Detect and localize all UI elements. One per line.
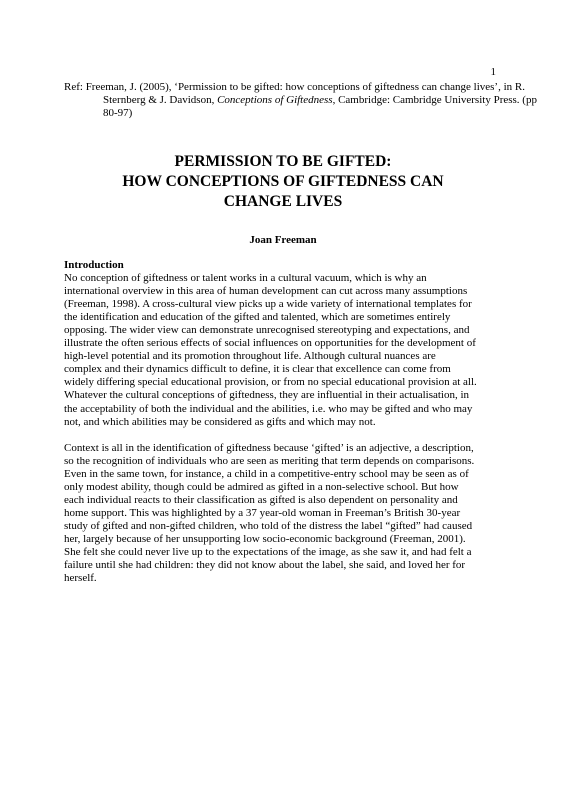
paragraph-gap — [64, 429, 509, 442]
text-line: complex and their dynamics difficult to define, it is clear that excellence can come from — [64, 363, 451, 376]
reference-prefix: Ref: Freeman, J. (2005), ‘Permission to be gifted: how conceptions of giftedness can change lives’, in R. Sternberg & J. Davidson, — [64, 81, 525, 106]
text-line: Whatever the cultural conceptions of giftedness, they are influential in their actualisation, in — [64, 389, 470, 402]
page-number: 1 — [490, 66, 496, 78]
text-line: No conception of giftedness or talent works in a cultural vacuum, which is why an — [64, 272, 427, 285]
paragraph-introduction — [64, 272, 509, 429]
text-line: each individual reacts to their classification as gifted is also dependent on personality and — [64, 493, 458, 506]
text-line: Context is all in the identification of giftedness because ‘gifted’ is an adjective, a description, — [64, 441, 474, 454]
reference-book-title: Conceptions of Giftedness — [217, 94, 333, 106]
text-line: herself. — [64, 572, 97, 585]
text-line: not, and which abilities may be considered as gifts and which may not. — [64, 415, 376, 428]
text-line: the acceptability of both the individual and the abilities, i.e. who may be gifted and who may — [64, 402, 473, 415]
text-line: only modest ability, though could be admired as gifted in a non-selective school. But how — [64, 480, 459, 493]
reference-citation — [64, 81, 543, 120]
text-line: She felt she could never live up to the expectations of the image, as she saw it, and had felt a — [64, 545, 472, 558]
paragraph-context — [64, 442, 509, 586]
reference-suffix: , Cambridge: Cambridge University Press. (pp 80-97) — [103, 94, 537, 119]
text-line: widely differing special educational provision, or from no special educational provision at all. — [64, 376, 477, 389]
text-line: illustrate the often serious effects of social influences on opportunities for the development of — [64, 337, 476, 350]
author-name: Joan Freeman — [249, 234, 317, 246]
title-line: CHANGE LIVES — [223, 193, 343, 210]
text-line: home support. This was highlighted by a 37 year-old woman in Freeman’s British 30-year — [64, 506, 461, 519]
text-line: high-level potential and its promotion throughout life. Although cultural nuances are — [64, 350, 436, 363]
text-line: international overview in this area of human development can cut across many assumptions — [64, 285, 468, 298]
text-line: study of gifted and non-gifted children, who told of the distress the label “gifted” had caused — [64, 519, 473, 532]
text-line: (Freeman, 1998). A cross-cultural view picks up a wide variety of international templates for — [64, 298, 472, 311]
text-line: her, largely because of her unsupporting low socio-economic background (Freeman, 2001). — [64, 532, 466, 545]
text-line: failure until she had children: they did not know about the label, she said, and loved her for — [64, 559, 466, 572]
title-line: PERMISSION TO BE GIFTED: — [174, 153, 392, 170]
section-heading: Introduction — [64, 259, 124, 271]
body-text — [64, 259, 509, 585]
document-title — [64, 152, 502, 212]
text-line: Even in the same town, for instance, a child in a competitive-entry school may be seen as of — [64, 467, 469, 480]
text-line: the identification and education of the gifted and talented, which are sometimes entirely — [64, 311, 451, 324]
title-line: HOW CONCEPTIONS OF GIFTEDNESS CAN — [122, 173, 444, 190]
text-line: opposing. The wider view can demonstrate unrecognised stereotyping and expectations, and — [64, 324, 470, 337]
text-line: so the recognition of individuals who are seen as meriting that term depends on comparisons. — [64, 454, 475, 467]
